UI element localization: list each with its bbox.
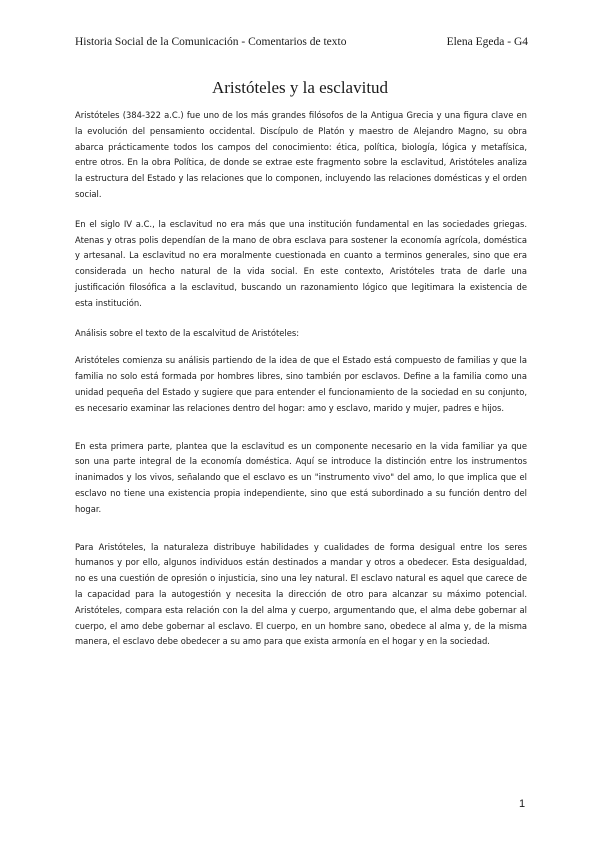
document-title: Aristóteles y la esclavitud <box>211 78 389 97</box>
header-author: Elena Egeda - G4 <box>446 36 528 48</box>
page-number: 1 <box>519 798 526 810</box>
paragraph-analysis-1: Aristóteles comienza su análisis partiendo de la idea de que el Estado está compuesto de familias y que la familia no solo está formada por hombres libres, sino también por esclavos. Define a la familia como una unidad pequeña del Estado y sugiere que para entender el funcionamiento de la sociedad en su conjunto, es necesario examinar las relaciones dentro del hogar: amo y esclavo, marido y mujer, padres e hijos. <box>75 355 527 413</box>
section-subheading: Análisis sobre el texto de la escalvitud de Aristóteles: <box>75 327 300 338</box>
paragraph-analysis-3: Para Aristóteles, la naturaleza distribuye habilidades y cualidades de forma desigual entre los seres humanos y por ello, algunos individuos están destinados a mandar y otros a obedecer. Esta desigualdad, no es una cuestión de opresión o injusticia, sino una ley natural. El esclavo natural es aquel que carece de la capacidad para la autogestión y necesita la dirección de otro para alcanzar su máximo potencial. Aristóteles, compara esta relación con la del alma y cuerpo, argumentando que, el alma debe gobernar al cuerpo, el amo debe gobernar al esclavo. El cuerpo, en un hombre sano, obedece al alma y, de la misma manera, el esclavo debe obedecer a su amo para que exista armonía en el hogar y en la sociedad. <box>75 541 527 647</box>
document-body <box>75 108 527 664</box>
page-header <box>75 36 528 48</box>
paragraph-intro: Aristóteles (384-322 a.C.) fue uno de los más grandes filósofos de la Antigua Grecia y una figura clave en la evolución del pensamiento occidental. Discípulo de Platón y maestro de Alejandro Magno, su obra abarca prácticamente todos los campos del conocimiento: ética, política, biología, lógica y metafísica, entre otros. En la obra Política, de donde se extrae este fragmento sobre la esclavitud, Aristóteles analiza la estructura del Estado y las relaciones que lo componen, incluyendo las relaciones domésticas y el orden social. <box>75 110 527 199</box>
paragraph-context: En el siglo IV a.C., la esclavitud no era más que una institución fundamental en las sociedades griegas. Atenas y otras polis dependían de la mano de obra esclava para sostener la economía agrícola, doméstica y artesanal. La esclavitud no era moralmente cuestionada en cuanto a terminos generales, sino que era considerada un hecho natural de la vida social. En este contexto, Aristóteles trata de darle una justificación filosófica a la esclavitud, buscando un razonamiento lógico que legitimara la existencia de esta institución. <box>75 218 527 308</box>
header-course-title: Historia Social de la Comunicación - Comentarios de texto <box>75 36 347 48</box>
paragraph-analysis-2: En esta primera parte, plantea que la esclavitud es un componente necesario en la vida familiar ya que son una parte integral de la economía doméstica. Aquí se introduce la distinción entre los instrumentos inanimados y los vivos, señalando que el esclavo es un "instrumento vivo" del amo, lo que implica que el esclavo no tiene una existencia propia independiente, sino que está subordinado a su función dentro del hogar. <box>75 440 527 514</box>
